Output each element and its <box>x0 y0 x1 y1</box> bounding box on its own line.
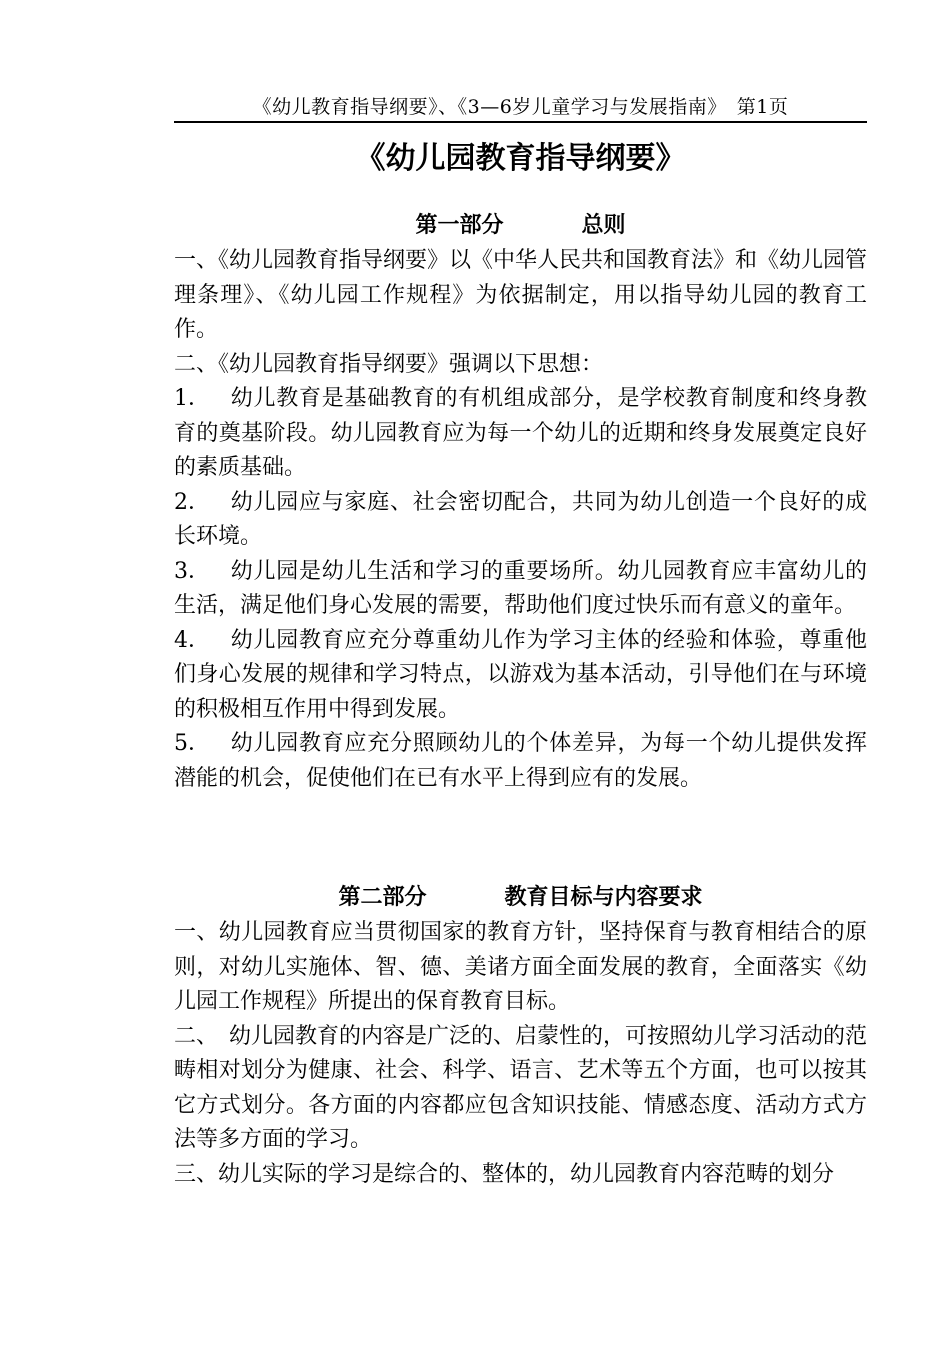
list-item <box>174 727 867 796</box>
item-text: 幼儿园教育应充分尊重幼儿作为学习主体的经验和体验，尊重他们身心发展的规律和学习特点，以游戏为基本活动，引导他们在与环境的积极相互作用中得到发展。 <box>174 627 867 722</box>
paragraph: 三、幼儿实际的学习是综合的、整体的，幼儿园教育内容范畴的划分 <box>174 1161 835 1187</box>
item-number: 5． <box>174 731 210 756</box>
item-number: 1． <box>174 386 210 411</box>
running-header: 《幼儿教育指导纲要》、《3—6岁儿童学习与发展指南》 第1页 <box>252 96 789 118</box>
paragraph: 二、《幼儿园教育指导纲要》强调以下思想： <box>174 351 604 377</box>
header-divider <box>174 121 867 123</box>
item-number: 4． <box>174 627 210 653</box>
part1-body <box>174 244 867 796</box>
list-item <box>174 555 867 624</box>
part2-body <box>174 916 867 1192</box>
list-item <box>174 382 867 486</box>
part2-label: 第二部分 <box>338 885 427 910</box>
part1-heading <box>174 210 867 242</box>
item-number: 2． <box>174 489 210 515</box>
paragraph: 一、《幼儿园教育指导纲要》以《中华人民共和国教育法》和《幼儿园管理条理》、《幼儿园工作规程》为依据制定，用以指导幼儿园的教育工作。 <box>174 248 868 342</box>
paragraph: 一、幼儿园教育应当贯彻国家的教育方针，坚持保育与教育相结合的原则，对幼儿实施体、智、德、美诸方面全面发展的教育，全面落实《幼儿园工作规程》所提出的保育教育目标。 <box>174 920 867 1014</box>
part1-label: 第一部分 <box>415 213 504 238</box>
paragraph: 二、 幼儿园教育的内容是广泛的、启蒙性的，可按照幼儿学习活动的范畴相对划分为健康、社会、科学、语言、艺术等五个方面，也可以按其它方式划分。各方面的内容都应包含知识技能、情感态度、活动方式方法等多方面的学习。 <box>174 1023 868 1152</box>
item-text: 幼儿园应与家庭、社会密切配合，共同为幼儿创造一个良好的成长环境。 <box>174 489 867 549</box>
item-text: 幼儿园是幼儿生活和学习的重要场所。幼儿园教育应丰富幼儿的生活，满足他们身心发展的需要，帮助他们度过快乐而有意义的童年。 <box>174 558 867 618</box>
item-text: 幼儿教育是基础教育的有机组成部分，是学校教育制度和终身教育的奠基阶段。幼儿园教育应为每一个幼儿的近期和终身发展奠定良好的素质基础。 <box>174 386 867 480</box>
list-item <box>174 624 867 728</box>
item-text: 幼儿园教育应充分照顾幼儿的个体差异，为每一个幼儿提供发挥潜能的机会，促使他们在已有水平上得到应有的发展。 <box>174 731 867 791</box>
part1-name: 总则 <box>581 213 626 238</box>
part2-name: 教育目标与内容要求 <box>504 885 703 910</box>
item-number: 3． <box>174 558 210 584</box>
document-title: 《幼儿园教育指导纲要》 <box>355 141 686 176</box>
list-item <box>174 486 867 555</box>
part2-heading <box>174 882 867 914</box>
